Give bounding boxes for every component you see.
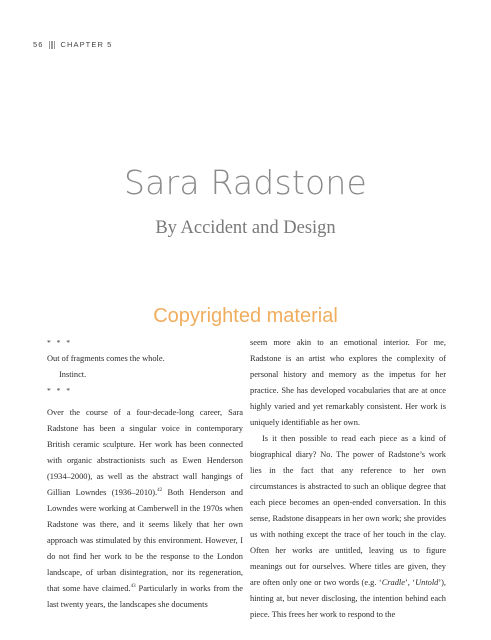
body-paragraph: seem more akin to an emotional interior. For me, Radstone is an artist who explores the complexity of personal history and memory as the impetus for her practice. She has developed vocabularies that are at once highly varied and yet remarkably consistent. Her work is uniquely identifiable as her own. xyxy=(250,338,446,427)
work-title: Untold xyxy=(415,578,439,587)
page-number: 56 xyxy=(33,40,44,49)
body-text: Particularly in works from the last twenty years, the landscapes she documents xyxy=(47,584,243,609)
right-column xyxy=(250,335,446,623)
epigraph-line: Out of fragments comes the whole. xyxy=(47,354,165,363)
body-text: ’), hinting at, but never disclosing, the intention behind each piece. This frees her work to respond to the xyxy=(250,578,447,619)
title-separator: ’, ‘ xyxy=(404,578,416,587)
section-divider: * * * xyxy=(47,386,72,395)
chapter-label: CHAPTER 5 xyxy=(60,40,113,49)
section-divider: * * * xyxy=(47,338,72,347)
left-column xyxy=(47,335,243,613)
header-divider-icon xyxy=(49,41,56,49)
page-title: Sara Radstone xyxy=(124,163,367,202)
body-text: Both Henderson and Lowndes were working at Camberwell in the 1970s when Radstone was there, and it seems likely that her own approach was stimulated by this environment. However, I do not find her work to be the response to the London landscape, of urban disintegration, nor its regeneration, that some have claimed. xyxy=(47,488,243,593)
work-title: Cradle xyxy=(381,578,405,587)
footnote-ref: 42 xyxy=(157,488,163,494)
footnote-ref: 43 xyxy=(130,584,136,590)
running-header xyxy=(33,40,112,49)
body-text: Is it then possible to read each piece as a kind of biographical diary? No. The power of Radstone’s work lies in the fact that any reference to her own circumstances is abstracted to such an oblique degree that each piece becomes an open-ended conversation. In this sense, Radstone disappears in her own work; she provides us with nothing except the trace of her touch in the clay. Often her works are untitled, leaving us to figure meanings out for ourselves. Where titles are given, they are often only one or two words (e.g. ‘ xyxy=(250,434,446,587)
body-paragraph xyxy=(47,405,243,613)
body-text: Over the course of a four-decade-long career, Sara Radstone has been a singular voice in contemporary British ceramic sculpture. Her work has been connected with organic abstractionists such as Ewen Henderson (1934–2000), as well as the abstract wall hangings of Gillian Lowndes (1936–2010). xyxy=(47,408,243,497)
copyright-watermark: Copyrighted material xyxy=(153,305,338,327)
page-subtitle: By Accident and Design xyxy=(155,218,336,238)
body-paragraph xyxy=(250,431,446,623)
epigraph-line: Instinct. xyxy=(59,370,87,379)
